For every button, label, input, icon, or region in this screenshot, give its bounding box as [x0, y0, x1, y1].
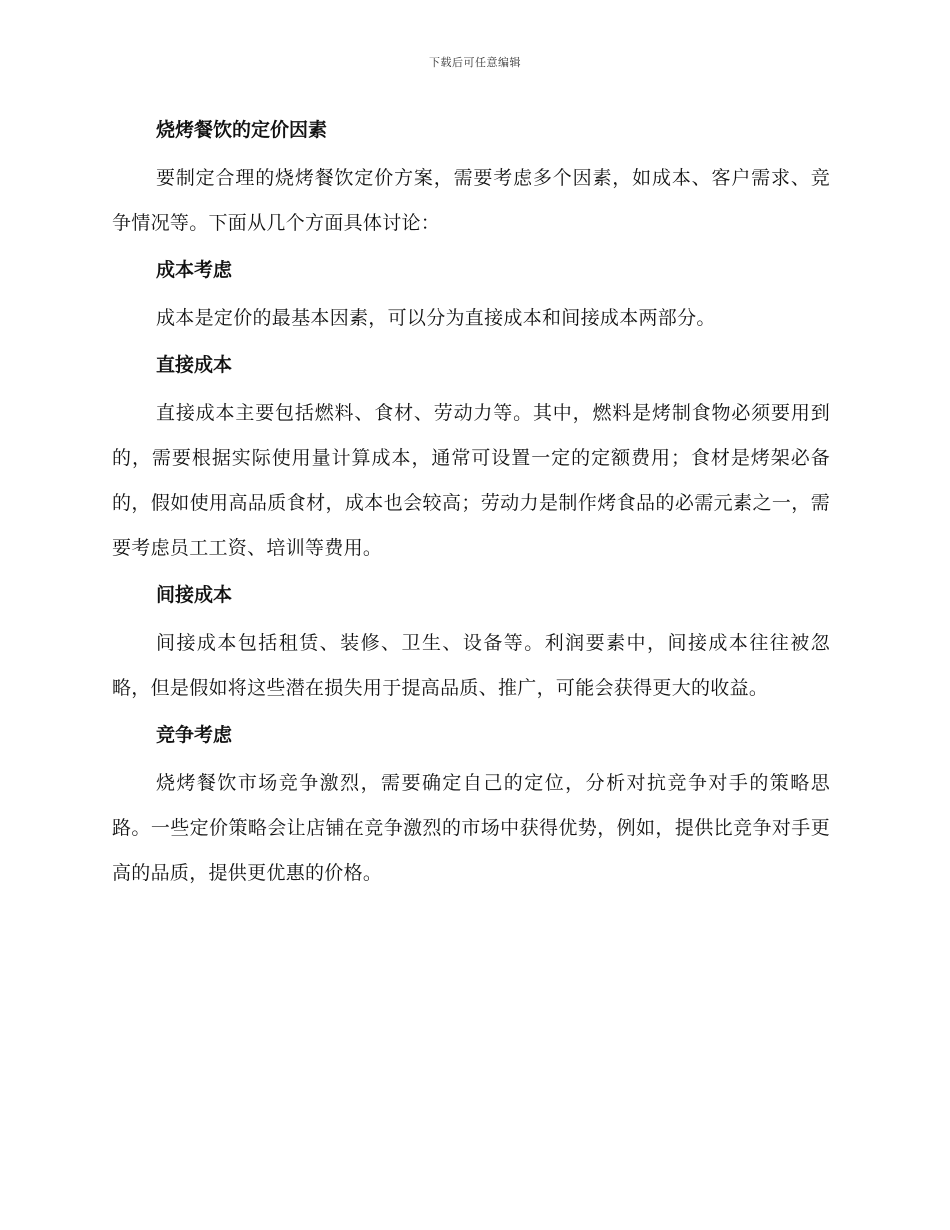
- section-heading-indirect-cost: 间接成本: [156, 584, 233, 606]
- section-heading-direct-cost: 直接成本: [156, 354, 233, 376]
- header-note: 下载后可任意编辑: [429, 56, 521, 69]
- intro-paragraph: 要制定合理的烧烤餐饮定价方案，需要考虑多个因素，如成本、客户需求、竞争情况等。下面从几个方面具体讨论：: [112, 167, 830, 234]
- section-body-indirect-cost: 间接成本包括租赁、装修、卫生、设备等。利润要素中，间接成本往往被忽略，但是假如将这些潜在损失用于提高品质、推广，可能会获得更大的收益。: [112, 632, 830, 699]
- document-title: 烧烤餐饮的定价因素: [156, 119, 328, 141]
- section-body-cost: 成本是定价的最基本因素，可以分为直接成本和间接成本两部分。: [156, 307, 716, 329]
- section-body-direct-cost: 直接成本主要包括燃料、食材、劳动力等。其中，燃料是烤制食物必须要用到的，需要根据实际使用量计算成本，通常可设置一定的定额费用；食材是烤架必备的，假如使用高品质食材，成本也会较高；劳动力是制作烤食品的必需元素之一，需要考虑员工工资、培训等费用。: [112, 402, 830, 559]
- section-heading-cost: 成本考虑: [156, 259, 233, 281]
- document-body: [112, 112, 830, 896]
- section-body-competition: 烧烤餐饮市场竞争激烈，需要确定自己的定位，分析对抗竞争对手的策略思路。一些定价策略会让店铺在竞争激烈的市场中获得优势，例如，提供比竞争对手更高的品质，提供更优惠的价格。: [112, 772, 830, 884]
- section-heading-competition: 竞争考虑: [156, 724, 233, 746]
